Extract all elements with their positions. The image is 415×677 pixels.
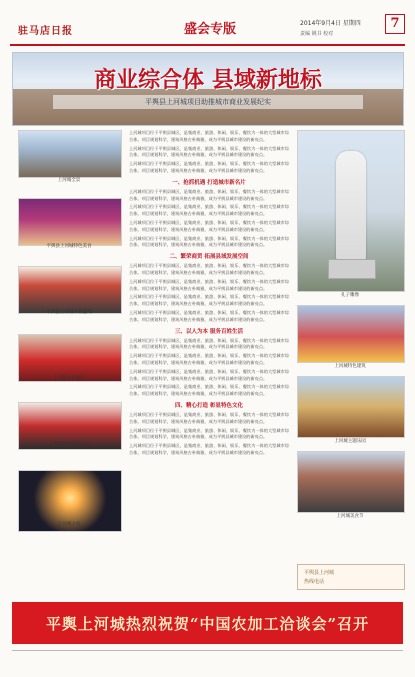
bottom-banner bbox=[12, 602, 403, 644]
statue-photo bbox=[297, 130, 405, 292]
article-paragraph: 上河城项目位于平舆县城区，是集商业、旅游、休闲、娱乐、餐饮为一体的大型城市综合体，项目规划科学，建筑风格古朴典雅，成为平舆县城市建设的新亮点。 bbox=[129, 130, 289, 142]
right-photo-column bbox=[297, 130, 403, 526]
photo-caption: 上河城全景 bbox=[57, 178, 81, 183]
article-paragraph: 上河城项目位于平舆县城区，是集商业、旅游、休闲、娱乐、餐饮为一体的大型城市综合体，项目规划科学，建筑风格古朴典雅，成为平舆县城市建设的新亮点。 bbox=[129, 204, 289, 217]
article-subhead: 一、抢抓机遇 打造城市新名片 bbox=[172, 179, 246, 186]
photo-caption: 上河城民俗表演活动 bbox=[48, 442, 90, 447]
article-paragraph: 上河城项目位于平舆县城区，是集商业、旅游、休闲、娱乐、餐饮为一体的大型城市综合体，项目规划科学，建筑风格古朴典雅，成为平舆县城市建设的新亮点。 bbox=[129, 145, 289, 158]
building-photo bbox=[297, 305, 405, 363]
carousel-photo bbox=[297, 376, 405, 438]
article-paragraph: 上河城项目位于平舆县城区，是集商业、旅游、休闲、娱乐、餐饮为一体的大型城市综合体，项目规划科学，建筑风格古朴典雅，成为平舆县城市建设的新亮点。 bbox=[129, 161, 289, 173]
article-paragraph: 上河城项目位于平舆县城区，是集商业、旅游、休闲、娱乐、餐饮为一体的大型城市综合体，项目规划科学，建筑风格古朴典雅，成为平舆县城市建设的新亮点。 bbox=[129, 263, 289, 275]
article-paragraph: 上河城项目位于平舆县城区，是集商业、旅游、休闲、娱乐、餐饮为一体的大型城市综合体，项目规划科学，建筑风格古朴典雅，成为平舆县城市建设的新亮点。 bbox=[129, 384, 289, 397]
article-paragraph: 上河城项目位于平舆县城区，是集商业、旅游、休闲、娱乐、餐饮为一体的大型城市综合体，项目规划科学，建筑风格古朴典雅，成为平舆县城市建设的新亮点。 bbox=[129, 368, 289, 381]
article-paragraph: 上河城项目位于平舆县城区，是集商业、旅游、休闲、娱乐、餐饮为一体的大型城市综合体，项目规划科学，建筑风格古朴典雅，成为平舆县城市建设的新亮点。 bbox=[129, 411, 289, 424]
photo-caption: 孔子雕像 bbox=[341, 293, 359, 298]
photo-caption: 上河城文化演出 bbox=[53, 376, 85, 381]
footer-rule bbox=[12, 650, 403, 651]
article-paragraph: 上河城项目位于平舆县城区，是集商业、旅游、休闲、娱乐、餐饮为一体的大型城市综合体，项目规划科学，建筑风格古朴典雅，成为平舆县城市建设的新亮点。 bbox=[129, 353, 289, 365]
photo-caption: 上河城主题乐园 bbox=[334, 439, 366, 444]
article-paragraph: 上河城项目位于平舆县城区，是集商业、旅游、休闲、娱乐、餐饮为一体的大型城市综合体，项目规划科学，建筑风格古朴典雅，成为平舆县城市建设的新亮点。 bbox=[129, 188, 289, 201]
article-paragraph: 上河城项目位于平舆县城区，是集商业、旅游、休闲、娱乐、餐饮为一体的大型城市综合体，项目规划科学，建筑风格古朴典雅，成为平舆县城市建设的新亮点。 bbox=[129, 427, 289, 440]
article-paragraph: 上河城项目位于平舆县城区，是集商业、旅游、休闲、娱乐、餐饮为一体的大型城市综合体，项目规划科学，建筑风格古朴典雅，成为平舆县城市建设的新亮点。 bbox=[129, 309, 289, 322]
article-subhead: 三、以人为本 服务百姓生活 bbox=[175, 328, 243, 335]
photo-caption: 上河城之夜 bbox=[57, 522, 81, 527]
photo-caption: 上河城特色建筑 bbox=[334, 364, 366, 369]
bottom-banner-text: 平舆上河城热烈祝贺“中国农加工洽谈会”召开 bbox=[45, 614, 370, 633]
contact-line-2: 热线电话 bbox=[304, 579, 325, 585]
masthead bbox=[10, 8, 405, 50]
newspaper-logo: 驻马店日报 bbox=[18, 26, 73, 37]
article-paragraph: 上河城项目位于平舆县城区，是集商业、旅游、休闲、娱乐、餐饮为一体的大型城市综合体，项目规划科学，建筑风格古朴典雅，成为平舆县城市建设的新亮点。 bbox=[129, 337, 289, 350]
article-paragraph: 上河城项目位于平舆县城区，是集商业、旅游、休闲、娱乐、餐饮为一体的大型城市综合体，项目规划科学，建筑风格古朴典雅，成为平舆县城市建设的新亮点。 bbox=[129, 443, 289, 455]
headline-banner bbox=[12, 52, 404, 126]
contact-line-1: 平舆县上河城 bbox=[304, 570, 335, 576]
article-paragraph: 上河城项目位于平舆县城区，是集商业、旅游、休闲、娱乐、餐饮为一体的大型城市综合体，项目规划科学，建筑风格古朴典雅，成为平舆县城市建设的新亮点。 bbox=[129, 235, 289, 248]
contact-box bbox=[297, 564, 405, 590]
photo-3 bbox=[18, 266, 122, 314]
article-paragraph: 上河城项目位于平舆县城区，是集商业、旅游、休闲、娱乐、餐饮为一体的大型城市综合体，项目规划科学，建筑风格古朴典雅，成为平舆县城市建设的新亮点。 bbox=[129, 278, 289, 291]
photo-1 bbox=[18, 130, 122, 178]
photo-caption: 平舆县上河城开业盛况 bbox=[46, 310, 92, 315]
photo-caption: 平舆县上河城特色美食 bbox=[46, 244, 92, 249]
left-photo-column bbox=[18, 130, 120, 552]
issue-date: 2014年9月4日 星期四 bbox=[300, 20, 361, 27]
article-text-column bbox=[129, 130, 289, 580]
article-paragraph: 上河城项目位于平舆县城区，是集商业、旅游、休闲、娱乐、餐饮为一体的大型城市综合体，项目规划科学，建筑风格古朴典雅，成为平舆县城市建设的新亮点。 bbox=[129, 294, 289, 307]
subheadline: 平舆县上河城项目助推城市商业发展纪实 bbox=[53, 95, 363, 109]
article-subhead: 二、繁荣商贸 拓展县域发展空间 bbox=[169, 254, 249, 261]
headline: 商业综合体 县域新地标 bbox=[94, 67, 322, 93]
crowd-photo bbox=[297, 451, 405, 513]
article-subhead: 四、精心打造 彰显特色文化 bbox=[175, 402, 243, 409]
section-title: 盛会专版 bbox=[183, 22, 236, 37]
photo-caption: 上河城美食节 bbox=[336, 514, 364, 519]
editor-line: 责编 姚书 校对 bbox=[300, 31, 334, 37]
masthead-rule bbox=[10, 44, 405, 46]
article-paragraph: 上河城项目位于平舆县城区，是集商业、旅游、休闲、娱乐、餐饮为一体的大型城市综合体，项目规划科学，建筑风格古朴典雅，成为平舆县城市建设的新亮点。 bbox=[129, 219, 289, 232]
page-number: 7 bbox=[385, 14, 405, 34]
photo-2 bbox=[18, 198, 122, 246]
